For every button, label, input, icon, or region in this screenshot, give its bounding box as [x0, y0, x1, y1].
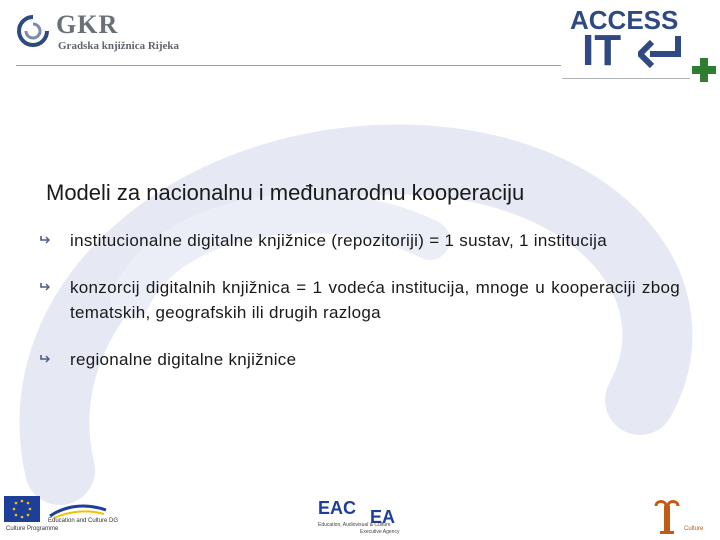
- gkr-logo: [14, 8, 194, 58]
- it-word: IT: [582, 26, 622, 75]
- eu-flag-icon: [4, 496, 40, 522]
- bullet-text: regionalne digitalne knjižnice: [70, 350, 297, 369]
- bullet-text: konzorcij digitalnih knjižnica = 1 vodeća institucija, mnoge u kooperaciji zbog tematskih, geografskih ili drugih razloga: [70, 278, 680, 322]
- plus-icon: [690, 56, 718, 84]
- eu-logo: [4, 496, 124, 536]
- arrow-bullet-icon: [40, 281, 52, 291]
- access-it-logo: [562, 0, 720, 84]
- access-word: ACCESS: [570, 5, 679, 35]
- eu-dg-label: Education and Culture DG: [48, 518, 119, 524]
- list-item: [40, 228, 680, 253]
- culture-logo: [650, 496, 716, 538]
- header-divider: [16, 65, 561, 66]
- eacea-logo: [316, 498, 426, 538]
- gkr-name: GKR: [56, 10, 119, 39]
- arrow-bullet-icon: [40, 234, 52, 244]
- gkr-subtitle: Gradska knjižnica Rijeka: [58, 40, 180, 52]
- slide-title: Modeli za nacionalnu i međunarodnu kooperaciju: [46, 180, 525, 205]
- gkr-swirl-icon: [16, 14, 50, 48]
- eacea-agency: Executive Agency: [360, 529, 400, 535]
- list-item: [40, 275, 680, 325]
- eac-text: EAC: [318, 498, 357, 518]
- list-item: [40, 347, 680, 372]
- culture-programme-label: Culture Programme: [6, 526, 59, 532]
- access-divider: [562, 78, 690, 79]
- culture-label: Culture: [684, 526, 704, 532]
- ea-text: EA: [370, 507, 396, 527]
- bullet-text: institucionalne digitalne knjižnice (repozitoriji) = 1 sustav, 1 institucija: [70, 231, 607, 250]
- eacea-description: Education, Audiovisual & Culture: [318, 522, 391, 528]
- culture-column-icon: [652, 498, 682, 536]
- bullet-list: [40, 228, 680, 394]
- arrow-bullet-icon: [40, 353, 52, 363]
- return-arrow-icon: [638, 34, 686, 68]
